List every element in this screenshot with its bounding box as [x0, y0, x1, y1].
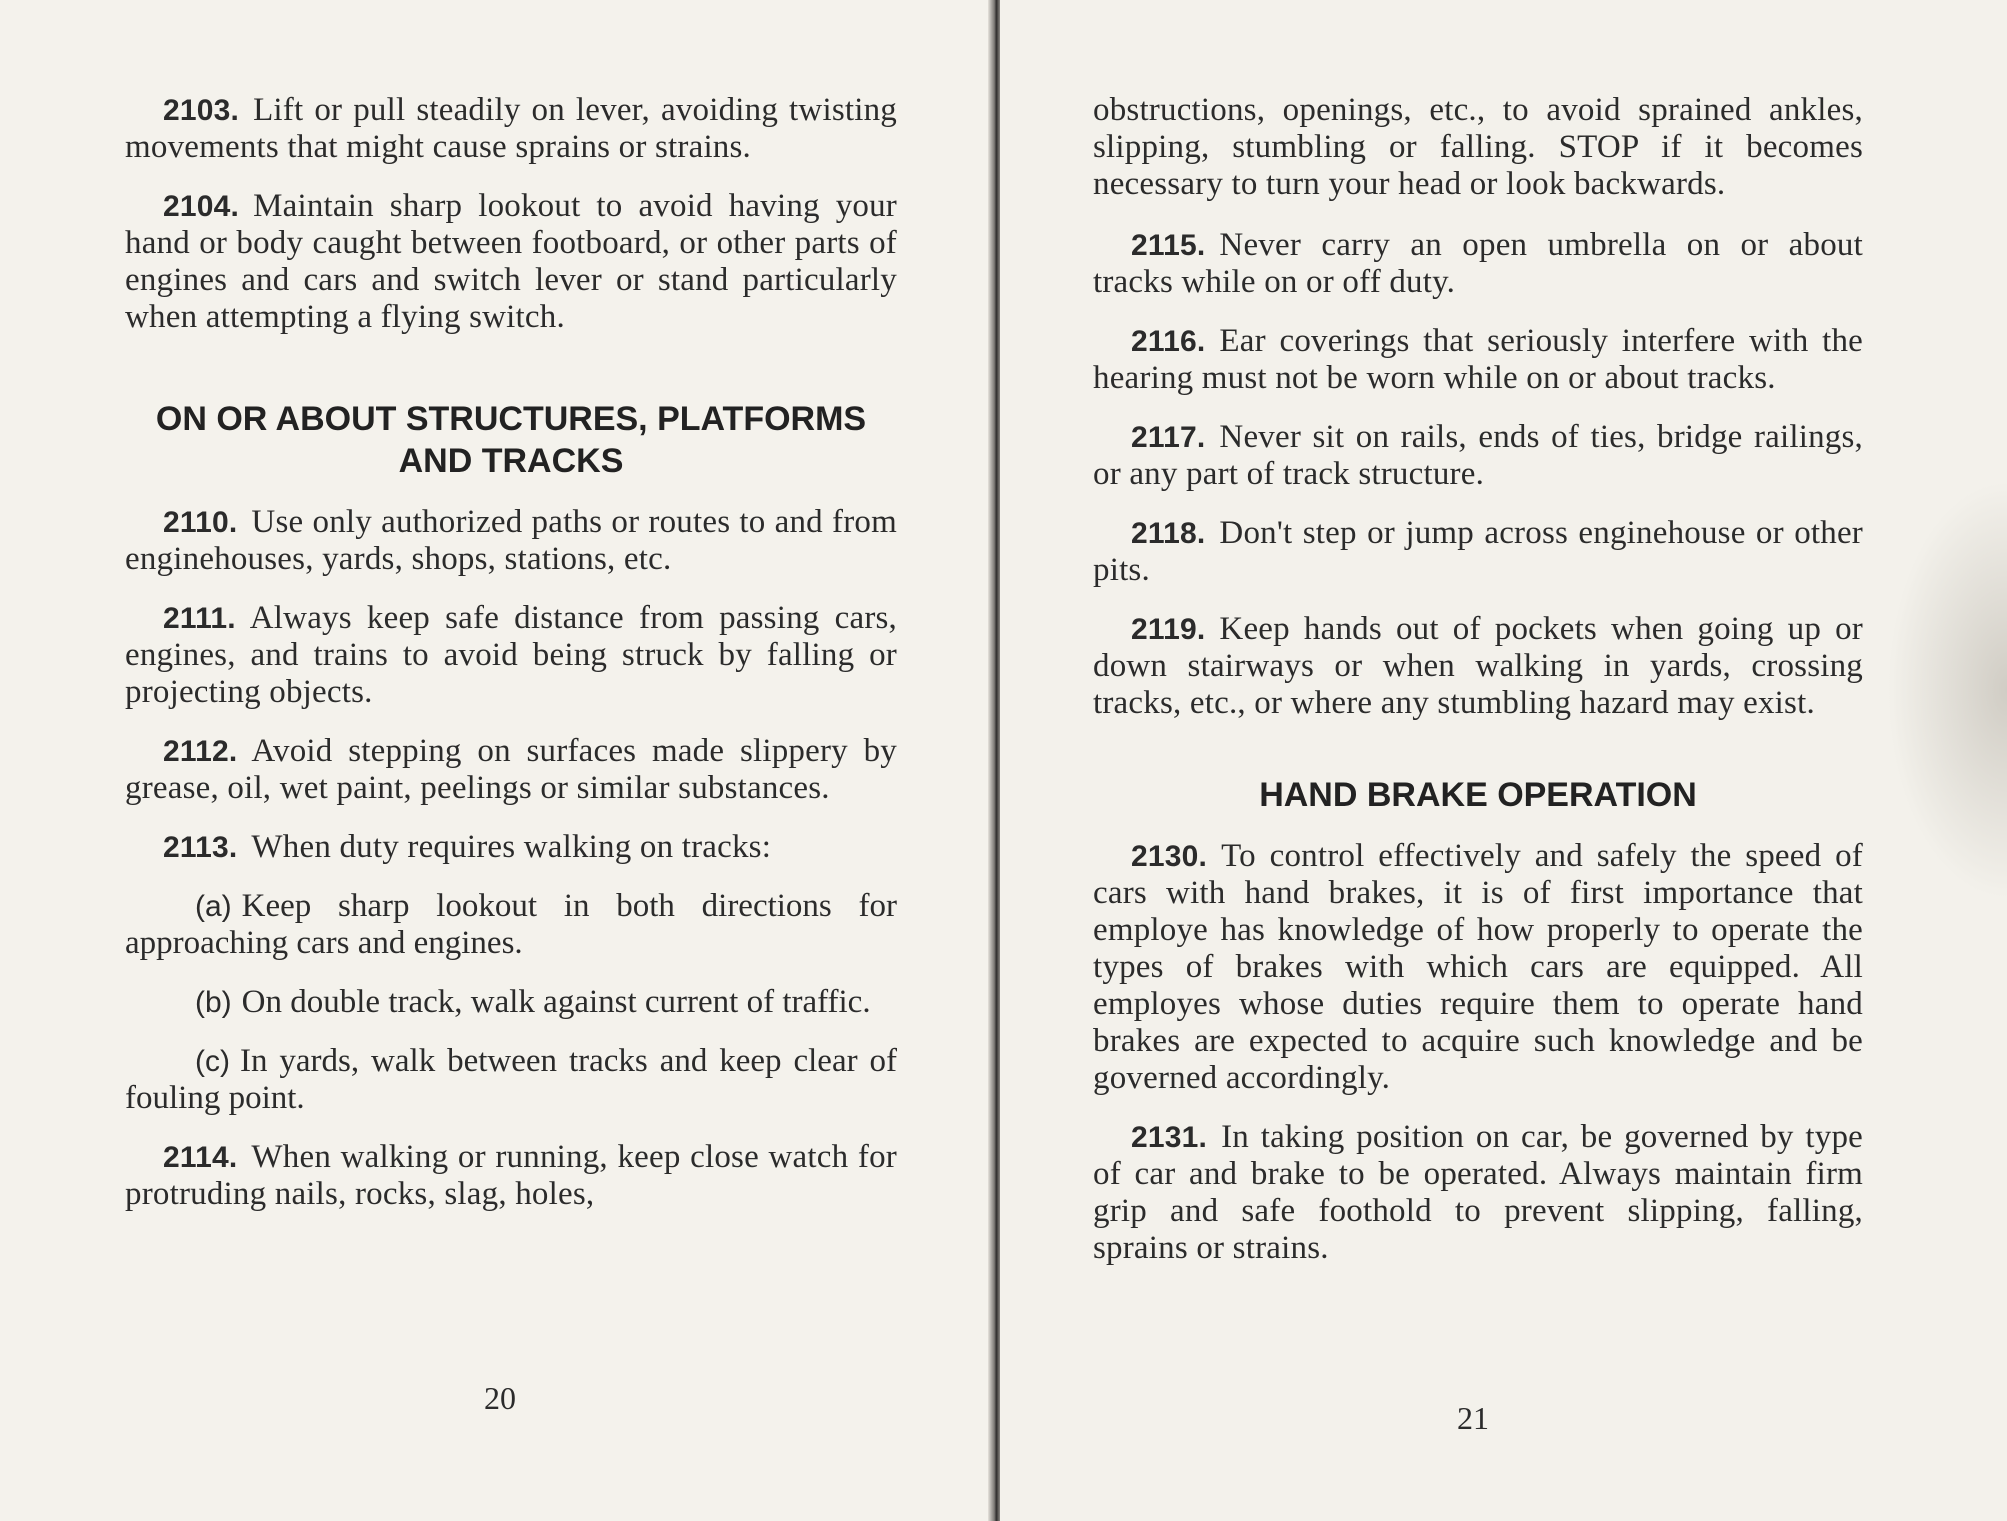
rule-2113-a [125, 888, 897, 962]
rule-2110 [125, 504, 897, 578]
subitem-text: Keep sharp lookout in both directions for approaching cars and engines. [125, 888, 897, 961]
page-number-left: 20 [484, 1380, 516, 1416]
rule-text: To control effectively and safely the speed of cars with hand brakes, it is of first importance that employe has knowledge of how properly to operate the types of brakes with which cars are equipped. All employes whose duties require them to operate hand brakes are expected to acquire such knowledge and be governed accordingly. [1093, 838, 1863, 1096]
rule-number: 2131. [1131, 1121, 1208, 1154]
rule-2119 [1093, 611, 1863, 722]
rule-text: Keep hands out of pockets when going up or down stairways or when walking in yards, crossing tracks, etc., or where any stumbling hazard may exist. [1093, 611, 1863, 721]
rule-number: 2116. [1131, 325, 1206, 358]
left-page-content [125, 92, 897, 1235]
rule-number: 2115. [1131, 229, 1206, 262]
rule-number: 2110. [163, 506, 238, 539]
rule-2118 [1093, 515, 1863, 589]
rule-2115 [1093, 227, 1863, 301]
rule-2103 [125, 92, 897, 166]
rule-text: When walking or running, keep close watch for protruding nails, rocks, slag, holes, [125, 1139, 897, 1212]
subitem-letter: (a) [195, 890, 232, 923]
rule-number: 2130. [1131, 840, 1208, 873]
rule-text: Don't step or jump across enginehouse or other pits. [1093, 515, 1863, 588]
left-page [0, 0, 990, 1521]
rule-2113 [125, 829, 897, 866]
section-heading-hand-brake: HAND BRAKE OPERATION [1259, 776, 1697, 814]
rule-2112 [125, 733, 897, 807]
right-page-content [1093, 92, 1863, 1289]
rule-2114-continuation: obstructions, openings, etc., to avoid sprained ankles, slipping, stumbling or falling. STOP if it becomes necessary to turn your head or look backwards. [1093, 92, 1863, 202]
subitem-letter: (b) [195, 986, 232, 1019]
rule-number: 2113. [163, 831, 238, 864]
rule-number: 2112. [163, 735, 238, 768]
rule-text: Maintain sharp lookout to avoid having your hand or body caught between footboard, or other parts of engines and cars and switch lever or stand particularly when attempting a flying switch. [125, 188, 897, 335]
page-shadow [1887, 480, 2007, 900]
subitem-text: In yards, walk between tracks and keep clear of fouling point. [125, 1043, 897, 1116]
rule-text: Never sit on rails, ends of ties, bridge railings, or any part of track structure. [1093, 419, 1863, 492]
rule-2117 [1093, 419, 1863, 493]
page-number-right: 21 [1457, 1400, 1489, 1436]
right-page [1000, 0, 2007, 1521]
rule-number: 2117. [1131, 421, 1206, 454]
rule-text: Lift or pull steadily on lever, avoiding twisting movements that might cause sprains or strains. [125, 92, 897, 165]
rule-number: 2104. [163, 190, 240, 223]
rule-text: Avoid stepping on surfaces made slippery by grease, oil, wet paint, peelings or similar substances. [125, 733, 897, 806]
rule-text: Always keep safe distance from passing cars, engines, and trains to avoid being struck by falling or projecting objects. [125, 600, 897, 710]
rule-text: Ear coverings that seriously interfere with the hearing must not be worn while on or about tracks. [1093, 323, 1863, 396]
rule-number: 2103. [163, 94, 240, 127]
rule-2113-b [125, 984, 897, 1021]
rule-2114 [125, 1139, 897, 1213]
rule-2131 [1093, 1119, 1863, 1267]
rule-2130 [1093, 838, 1863, 1097]
rule-text: When duty requires walking on tracks: [251, 829, 772, 865]
rule-number: 2111. [163, 602, 236, 635]
rule-number: 2118. [1131, 517, 1206, 550]
rule-2111 [125, 600, 897, 711]
rule-text: In taking position on car, be governed by type of car and brake to be operated. Always maintain firm grip and safe foothold to prevent slipping, falling, sprains or strains. [1093, 1119, 1863, 1266]
rule-2113-c [125, 1043, 897, 1117]
rule-text: Use only authorized paths or routes to and from enginehouses, yards, shops, stations, etc. [125, 504, 897, 577]
subitem-text: On double track, walk against current of traffic. [241, 984, 871, 1020]
subitem-letter: (c) [195, 1045, 230, 1078]
rule-2104 [125, 188, 897, 336]
rule-number: 2119. [1131, 613, 1206, 646]
section-heading-structures: ON OR ABOUT STRUCTURES, PLATFORMS AND TRACKS [155, 400, 867, 480]
rule-text: Never carry an open umbrella on or about tracks while on or off duty. [1093, 227, 1863, 300]
rule-number: 2114. [163, 1141, 238, 1174]
rule-2116 [1093, 323, 1863, 397]
